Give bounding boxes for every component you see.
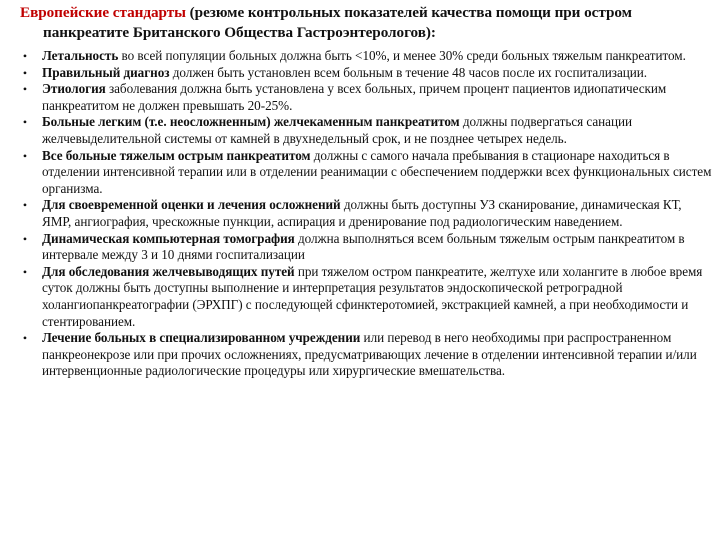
bullet-icon: • xyxy=(22,82,28,97)
item-lead: Лечение больных в специализированном учреждении xyxy=(42,330,361,346)
item-text: должен быть установлен всем больным в течение 48 часов после их госпитализации. xyxy=(169,64,648,80)
item-lead: Для своевременной оценки и лечения осложнений xyxy=(42,197,341,213)
bullet-icon: • xyxy=(22,264,28,279)
list-item xyxy=(20,264,712,330)
item-text: во всей популяции больных должна быть <10%, и менее 30% среди больных тяжелым панкреатитом. xyxy=(118,48,686,63)
list-item xyxy=(20,330,712,380)
list-item xyxy=(20,114,712,147)
item-text: или перевод в него необходимы при распространенном панкреонекрозе или при прочих осложнениях, предусматривающих лечение в отделении интенсивной терапии и/или интервенционные радиологические процедуры или хирургические вмешательства. xyxy=(42,330,697,379)
title-rest: (резюме контрольных показателей качества помощи при остром панкреатите Британского Общества Гастроэнтерологов): xyxy=(43,4,632,41)
item-text: должны с самого начала пребывания в стационаре находиться в отделении интенсивной терапии или в отделении реанимации с обеспечением поддержки всех функциональных систем организма. xyxy=(42,147,712,196)
item-lead: Все больные тяжелым острым панкреатитом xyxy=(42,147,311,163)
bullet-icon: • xyxy=(22,65,28,80)
item-lead: Летальность xyxy=(42,48,119,63)
page-title xyxy=(20,3,712,42)
title-highlight: Европейские стандарты xyxy=(20,4,186,21)
bullet-icon: • xyxy=(22,115,28,130)
list-item xyxy=(20,197,712,230)
bullet-icon: • xyxy=(22,231,28,246)
item-text: заболевания должна быть установлена у всех больных, причем процент пациентов идиопатическим панкреатитом не должен превышать 20-25%. xyxy=(42,81,667,113)
bullet-icon: • xyxy=(22,49,28,63)
item-lead: Правильный диагноз xyxy=(42,64,170,80)
bullet-icon: • xyxy=(22,148,28,163)
bullet-icon: • xyxy=(22,198,28,213)
list-item xyxy=(20,81,712,114)
item-lead: Динамическая компьютерная томография xyxy=(42,230,295,246)
list-item xyxy=(20,231,712,264)
list-item xyxy=(20,65,712,82)
item-lead: Больные легким (т.е. неосложненным) желчекаменным панкреатитом xyxy=(42,114,460,130)
item-text: при тяжелом остром панкреатите, желтухе или холангите в любое время суток должны быть доступны выполнение и интерпретация результатов эндоскопической ретроградной холангиопанкреатографии (ЭРХПГ) с последующей сфинктеротомией, экстракцией камней, а при необходимости и стентированием. xyxy=(42,263,703,329)
item-text: должна выполняться всем больным тяжелым острым панкреатитом в интервале между 3 и 10 днями госпитализации xyxy=(42,230,685,263)
item-text: должны подвергаться санации желчевыделительной системы от камней в двухнедельный срок, и не позднее четырех недель. xyxy=(42,114,632,146)
item-lead: Для обследования желчевыводящих путей xyxy=(42,263,295,279)
list-item xyxy=(20,148,712,198)
bullet-icon: • xyxy=(22,331,28,346)
list-item xyxy=(20,48,712,65)
item-text: должны быть доступны УЗ сканирование, динамическая КТ, ЯМР, ангиография, чрескожные пункции, аспирация и дренирование под радиологическим наведением. xyxy=(42,197,682,229)
standards-list xyxy=(20,48,712,380)
item-lead: Этиология xyxy=(42,81,106,97)
